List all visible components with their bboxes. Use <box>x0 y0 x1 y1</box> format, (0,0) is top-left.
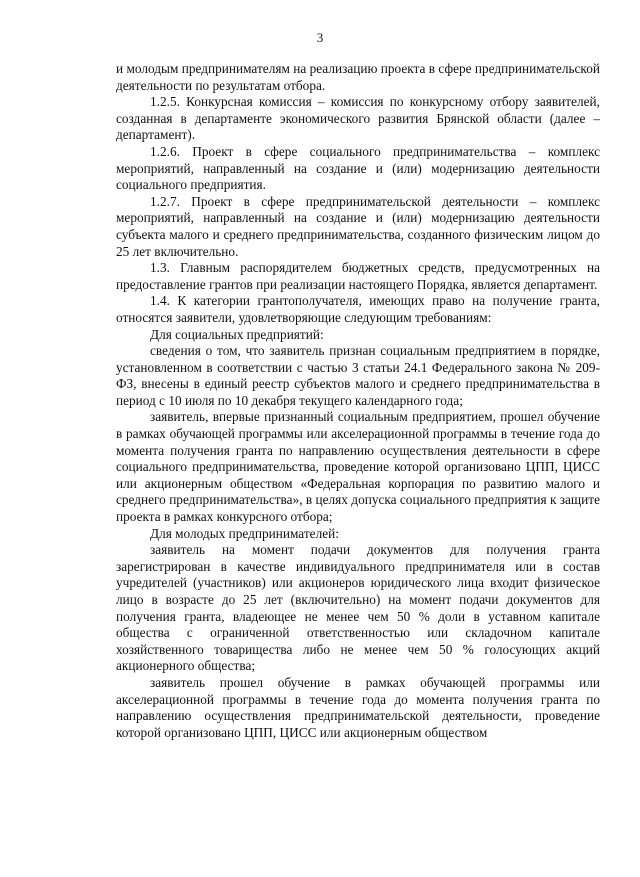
paragraph: заявитель на момент подачи документов для получения гранта зарегистрирован в качестве индивидуального предпринимателя или в состав учредителей (участников) или акционеров юридического лица входит физическое лицо в возрасте до 25 лет (включительно) на момент подачи документов для получения гранта, владеющее не менее чем 50 % доли в уставном капитале общества с ограниченной ответственностью или складочном капитале хозяйственного товарищества либо не менее чем 50 % голосующих акций акционерного общества; <box>116 542 600 674</box>
paragraph: сведения о том, что заявитель признан социальным предприятием в порядке, установленном в соответствии с частью 3 статьи 24.1 Федерального закона № 209-ФЗ, внесены в единый реестр субъектов малого и среднего предпринимательства в период с 10 июля по 10 декабря текущего календарного года; <box>116 343 600 408</box>
paragraph: заявитель, впервые признанный социальным предприятием, прошел обучение в рамках обучающей программы или акселерационной программы в течение года до момента получения гранта по направлению осуществления деятельности в сфере социального предпринимательства, проведение которой организовано ЦПП, ЦИСС или акционерным обществом «Федеральная корпорация по развитию малого и среднего предпринимательства», в целях допуска социального предприятия к защите проекта в рамках конкурсного отбора; <box>116 409 600 525</box>
paragraph: 1.2.5. Конкурсная комиссия – комиссия по конкурсному отбору заявителей, созданная в департаменте экономического развития Брянской области (далее – департамент). <box>116 94 600 143</box>
paragraph: 1.3. Главным распорядителем бюджетных средств, предусмотренных на предоставление грантов при реализации настоящего Порядка, является департамент. <box>116 260 600 292</box>
paragraph: 1.4. К категории грантополучателя, имеющих право на получение гранта, относятся заявители, удовлетворяющие следующим требованиям: <box>116 293 600 325</box>
paragraph: Для социальных предприятий: <box>150 326 324 342</box>
document-body <box>116 61 600 741</box>
paragraph: 1.2.7. Проект в сфере предпринимательской деятельности – комплекс мероприятий, направленный на создание и (или) модернизацию деятельности субъекта малого и среднего предпринимательства, созданного физическим лицом до 25 лет включительно. <box>116 193 600 259</box>
paragraph: заявитель прошел обучение в рамках обучающей программы или акселерационной программы в течение года до момента получения гранта по направлению осуществления предпринимательской деятельности, проведение которой организовано ЦПП, ЦИСС или акционерным обществом <box>116 674 600 740</box>
paragraph: 1.2.6. Проект в сфере социального предпринимательства – комплекс мероприятий, направленный на создание и (или) модернизацию деятельности социального предприятия. <box>116 143 600 193</box>
page-number: 3 <box>316 30 324 45</box>
paragraph: Для молодых предпринимателей: <box>150 525 339 541</box>
paragraph: и молодым предпринимателям на реализацию проекта в сфере предпринимательской деятельности по результатам отбора. <box>116 61 600 93</box>
